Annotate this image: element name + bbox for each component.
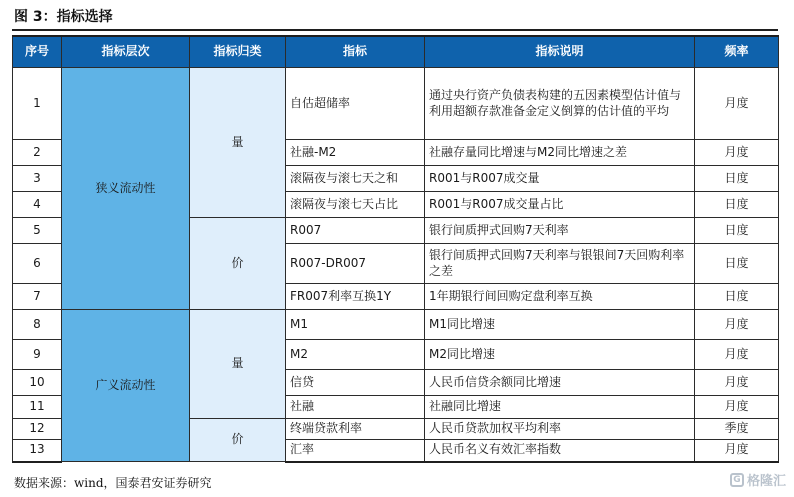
row-indicator: 社融-M2 <box>286 140 425 166</box>
row-description: 人民币名义有效汇率指数 <box>425 440 695 462</box>
row-frequency: 日度 <box>695 244 779 284</box>
row-description: R001与R007成交量占比 <box>425 192 695 218</box>
row-description: 社融存量同比增速与M2同比增速之差 <box>425 140 695 166</box>
row-indicator: 汇率 <box>286 440 425 462</box>
table-header-row <box>13 36 779 68</box>
row-indicator: 滚隔夜与滚七天之和 <box>286 166 425 192</box>
row-description: M1同比增速 <box>425 310 695 340</box>
row-indicator: 信贷 <box>286 370 425 396</box>
row-seq: 13 <box>13 440 62 462</box>
header-class: 指标归类 <box>190 36 286 68</box>
figure-title: 图 3：指标选择 <box>14 9 113 25</box>
row-indicator: M2 <box>286 340 425 370</box>
row-frequency: 月度 <box>695 396 779 419</box>
class-cell-quantity: 量 <box>190 310 286 419</box>
header-description: 指标说明 <box>425 36 695 68</box>
row-frequency: 月度 <box>695 440 779 462</box>
row-seq: 11 <box>13 396 62 419</box>
header-seq: 序号 <box>13 36 62 68</box>
header-frequency: 频率 <box>695 36 779 68</box>
class-cell-price: 价 <box>190 218 286 310</box>
row-seq: 1 <box>13 68 62 140</box>
row-description: 银行间质押式回购7天利率与银银间7天回购利率之差 <box>425 244 695 284</box>
row-seq: 4 <box>13 192 62 218</box>
row-seq: 12 <box>13 419 62 440</box>
row-indicator: R007 <box>286 218 425 244</box>
watermark-logo <box>730 470 786 489</box>
row-indicator: FR007利率互换1Y <box>286 284 425 310</box>
indicator-table <box>12 35 779 463</box>
row-seq: 9 <box>13 340 62 370</box>
header-level: 指标层次 <box>62 36 190 68</box>
row-frequency: 日度 <box>695 218 779 244</box>
level-cell-broad: 广义流动性 <box>62 310 190 462</box>
title-divider <box>12 29 778 31</box>
row-indicator: 社融 <box>286 396 425 419</box>
row-frequency: 季度 <box>695 419 779 440</box>
row-description: 人民币贷款加权平均利率 <box>425 419 695 440</box>
row-description: 1年期银行间回购定盘利率互换 <box>425 284 695 310</box>
row-indicator: 终端贷款利率 <box>286 419 425 440</box>
table-row <box>13 68 779 140</box>
source-note: 数据来源：wind，国泰君安证券研究 <box>14 476 212 490</box>
row-frequency: 月度 <box>695 340 779 370</box>
header-indicator: 指标 <box>286 36 425 68</box>
row-seq: 3 <box>13 166 62 192</box>
row-frequency: 月度 <box>695 370 779 396</box>
row-frequency: 月度 <box>695 140 779 166</box>
row-frequency: 日度 <box>695 166 779 192</box>
row-seq: 5 <box>13 218 62 244</box>
row-indicator: 滚隔夜与滚七天占比 <box>286 192 425 218</box>
row-seq: 2 <box>13 140 62 166</box>
row-description: R001与R007成交量 <box>425 166 695 192</box>
row-seq: 7 <box>13 284 62 310</box>
table-row <box>13 310 779 340</box>
row-description: 人民币信贷余额同比增速 <box>425 370 695 396</box>
class-cell-quantity: 量 <box>190 68 286 218</box>
row-indicator: M1 <box>286 310 425 340</box>
row-description: M2同比增速 <box>425 340 695 370</box>
row-seq: 10 <box>13 370 62 396</box>
level-cell-narrow: 狭义流动性 <box>62 68 190 310</box>
row-seq: 8 <box>13 310 62 340</box>
row-description: 银行间质押式回购7天利率 <box>425 218 695 244</box>
row-indicator: 自估超储率 <box>286 68 425 140</box>
row-description: 通过央行资产负债表构建的五因素模型估计值与利用超额存款准备金定义倒算的估计值的平均 <box>425 68 695 140</box>
watermark-text: 格隆汇 <box>746 474 786 489</box>
row-frequency: 日度 <box>695 192 779 218</box>
row-seq: 6 <box>13 244 62 284</box>
row-frequency: 月度 <box>695 68 779 140</box>
row-indicator: R007-DR007 <box>286 244 425 284</box>
row-frequency: 日度 <box>695 284 779 310</box>
row-frequency: 月度 <box>695 310 779 340</box>
class-cell-price: 价 <box>190 419 286 462</box>
row-description: 社融同比增速 <box>425 396 695 419</box>
watermark-icon: G <box>730 473 744 487</box>
